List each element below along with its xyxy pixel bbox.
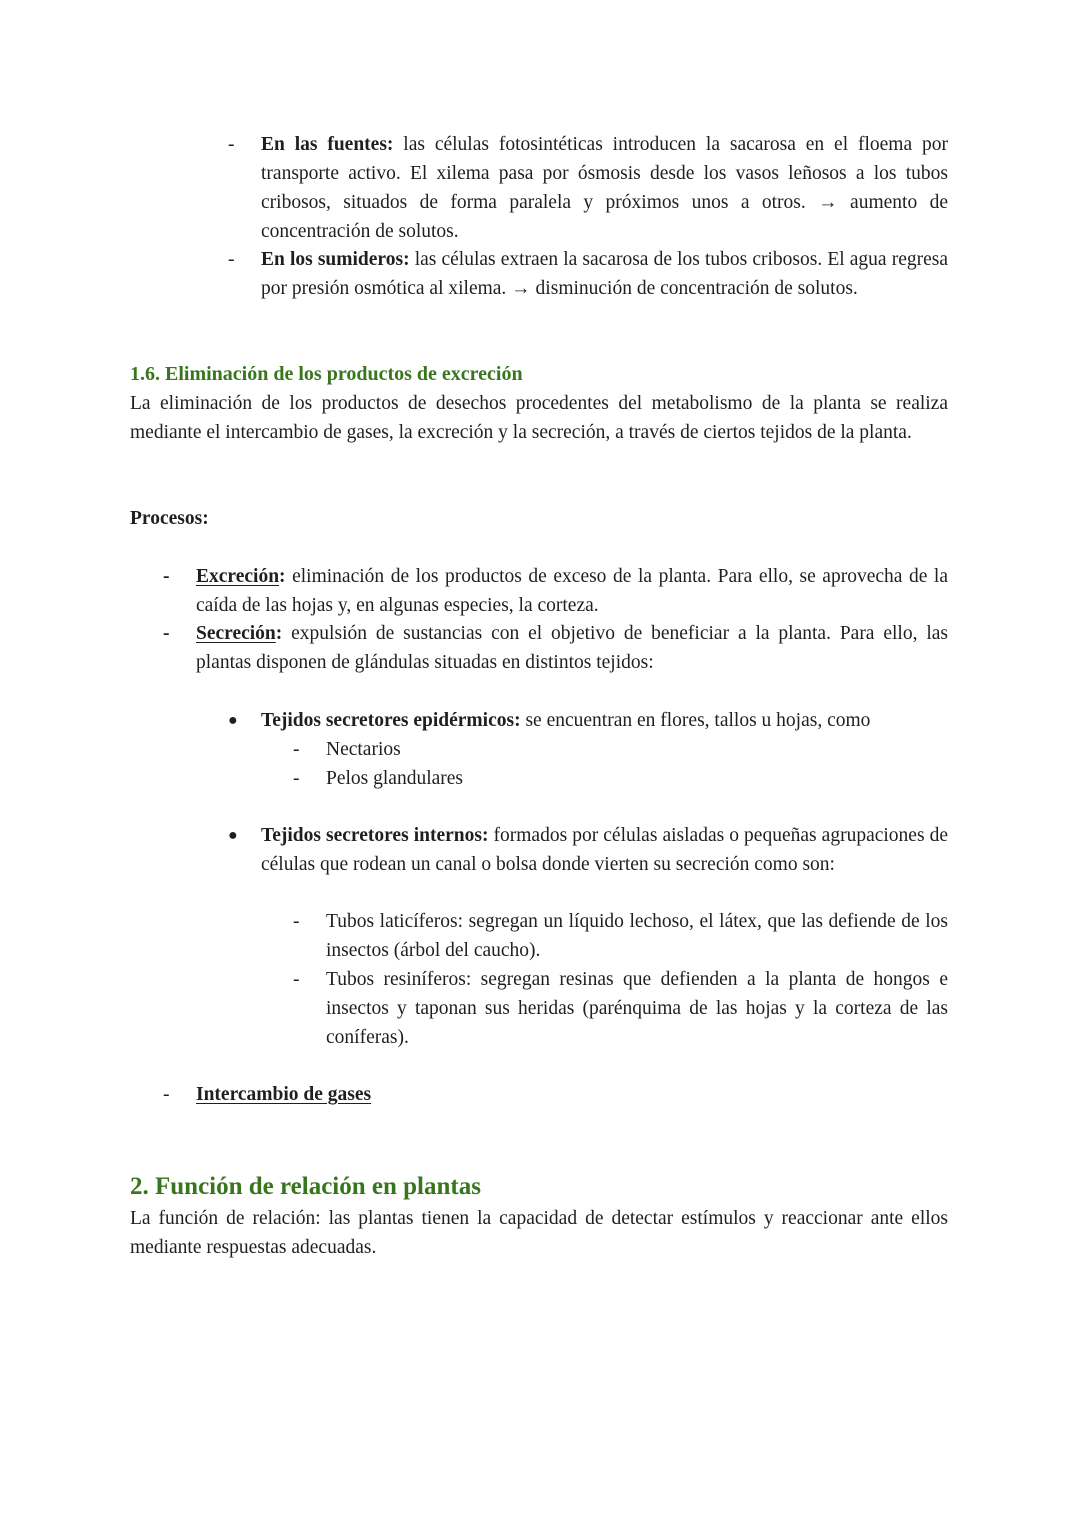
laticiferos-text: Tubos laticíferos: segregan un líquido lechoso, el látex, que las defiende de los insectos (árbol del caucho). <box>326 911 948 961</box>
dash-marker: - <box>228 249 235 270</box>
list-item-intercambio <box>163 1080 948 1109</box>
fuentes-body: las células fotosintéticas introducen la sacarosa en el floema por transporte activo. El xilema pasa por ósmosis desde los vasos leñosos a los tubos cribosos, situados de forma paralela y próximos unos a otros. → aumento de concentración de solutos. <box>261 134 948 242</box>
dash-marker: - <box>293 969 300 990</box>
intercambio-label: Intercambio de gases <box>196 1084 372 1105</box>
dash-marker: - <box>163 1084 170 1105</box>
excrecion-label: Excreción <box>196 566 280 587</box>
secrecion-text <box>196 619 948 677</box>
secrecion-colon: : <box>275 623 283 644</box>
excrecion-colon: : <box>279 566 286 587</box>
bullet-icon: ● <box>228 712 238 729</box>
list-item-epidermicos <box>228 706 948 735</box>
dash-marker: - <box>293 739 300 760</box>
fuentes-label: En las fuentes: <box>261 134 394 155</box>
list-item-secrecion <box>163 619 948 677</box>
sumideros-body: las células extraen la sacarosa de los tubos cribosos. El agua regresa por presión osmótica al xilema. → disminución de concentración de solutos. <box>261 249 948 299</box>
epidermicos-body: se encuentran en flores, tallos u hojas, como <box>520 710 871 731</box>
intercambio-text <box>196 1080 948 1109</box>
epidermicos-label: Tejidos secretores epidérmicos: <box>261 710 521 731</box>
list-item-resiniferos <box>293 965 948 1052</box>
processes-label: Procesos: <box>130 508 209 529</box>
pelos-text: Pelos glandulares <box>326 768 464 789</box>
section-2-paragraph: La función de relación: las plantas tienen la capacidad de detectar estímulos y reaccionar ante ellos mediante respuestas adecuadas. <box>130 1208 948 1258</box>
section-2-heading: 2. Función de relación en plantas <box>130 1173 481 1200</box>
bullet-icon: ● <box>228 827 238 844</box>
excrecion-text <box>196 562 948 620</box>
excrecion-body: eliminación de los productos de exceso de la planta. Para ello, se aprovecha de la caída de las hojas y, en algunas especies, la corteza. <box>196 566 948 616</box>
nectarios-text: Nectarios <box>326 739 401 760</box>
list-item-internos <box>228 821 948 879</box>
epidermicos-text <box>261 706 948 735</box>
sumideros-text <box>261 245 948 303</box>
secrecion-body: expulsión de sustancias con el objetivo de beneficiar a la planta. Para ello, las plantas disponen de glándulas situadas en distintos tejidos: <box>196 623 948 673</box>
list-item-sumideros <box>228 245 948 303</box>
dash-marker: - <box>163 623 170 644</box>
sumideros-label: En los sumideros: <box>261 249 410 270</box>
dash-marker: - <box>293 911 300 932</box>
section-1-6-paragraph: La eliminación de los productos de desechos procedentes del metabolismo de la planta se realiza mediante el intercambio de gases, la excreción y la secreción, a través de ciertos tejidos de la planta. <box>130 393 948 443</box>
secrecion-label: Secreción <box>196 623 276 644</box>
internos-body: formados por células aisladas o pequeñas agrupaciones de células que rodean un canal o bolsa donde vierten su secreción como son: <box>261 825 948 875</box>
list-item-pelos <box>293 764 948 793</box>
dash-marker: - <box>163 566 170 587</box>
list-item-excrecion <box>163 562 948 620</box>
internos-text <box>261 821 948 879</box>
fuentes-text <box>261 130 948 246</box>
dash-marker: - <box>293 768 300 789</box>
list-item-fuentes <box>228 130 948 246</box>
dash-marker: - <box>228 134 235 155</box>
list-item-nectarios <box>293 735 948 764</box>
list-item-laticiferos <box>293 907 948 965</box>
section-1-6-heading: 1.6. Eliminación de los productos de excreción <box>130 363 523 385</box>
resiniferos-text: Tubos resiníferos: segregan resinas que defienden a la planta de hongos e insectos y taponan sus heridas (parénquima de las hojas y la corteza de las coníferas). <box>326 969 948 1048</box>
internos-label: Tejidos secretores internos: <box>261 825 489 846</box>
